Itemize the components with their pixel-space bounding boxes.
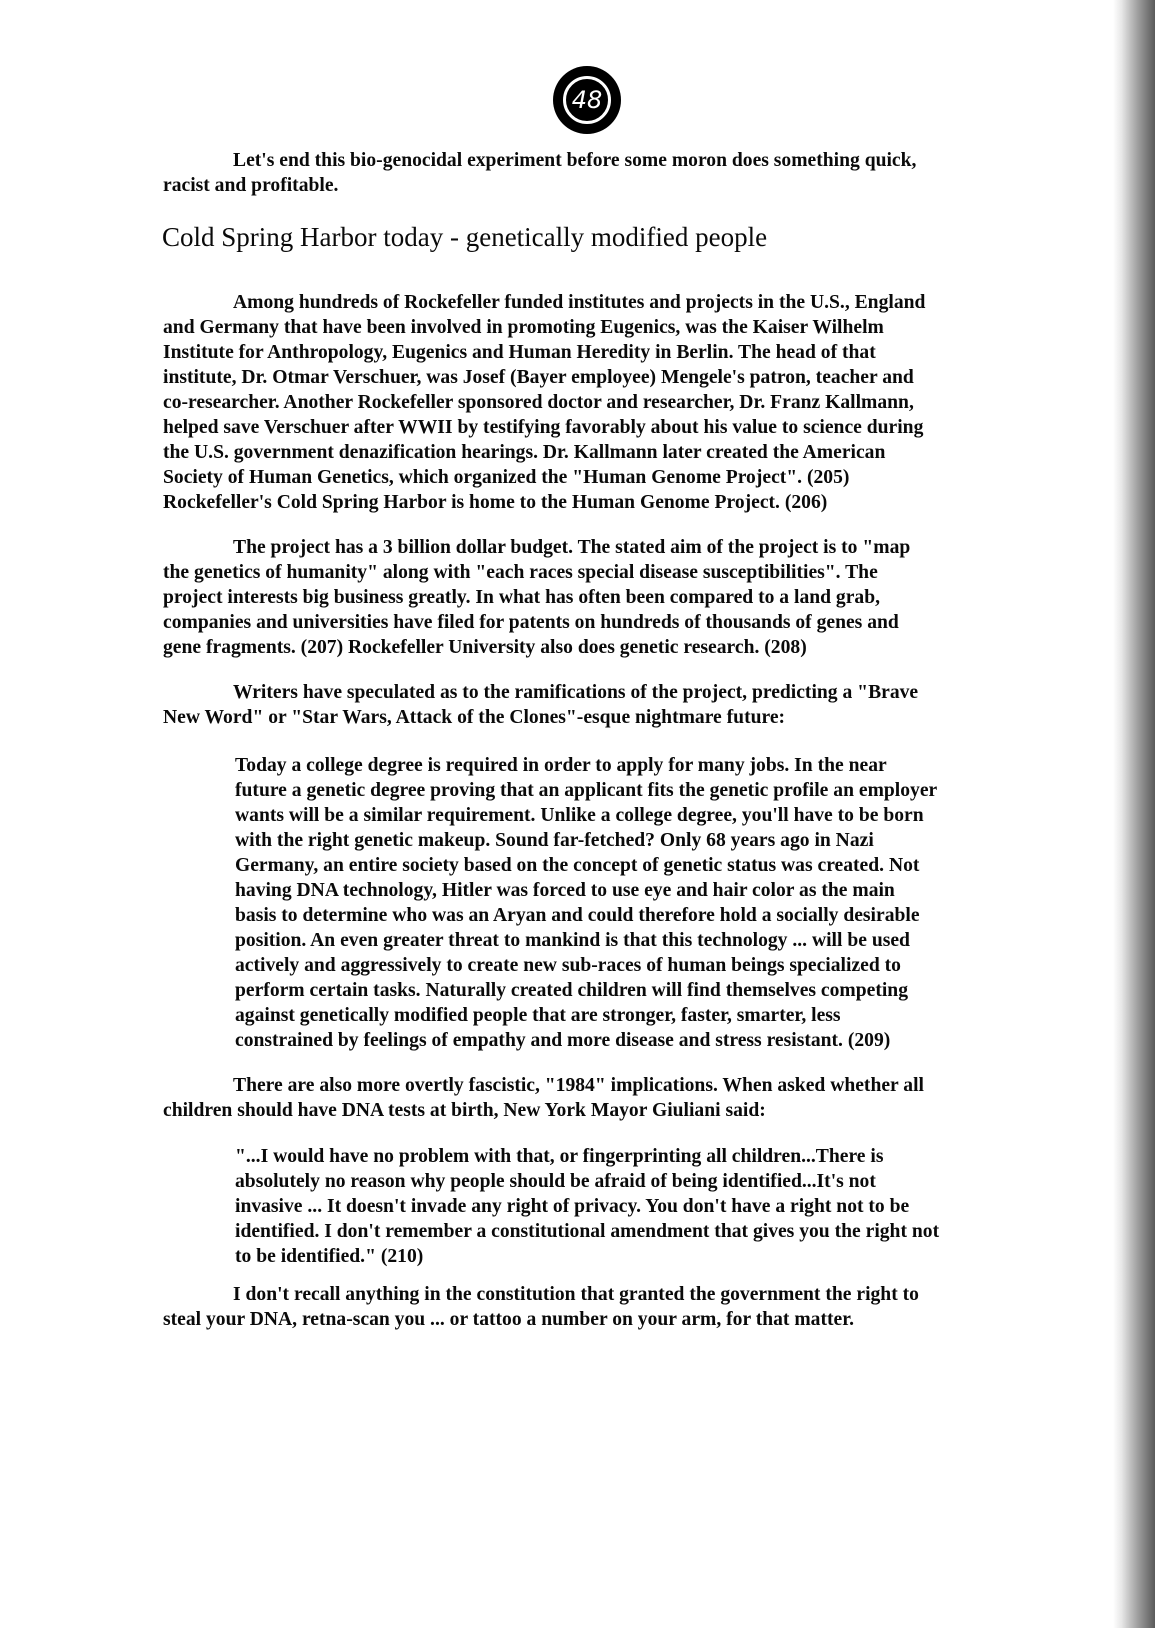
- block-quote-genetic-degree: [235, 753, 1035, 1053]
- text-line: Writers have speculated as to the ramifications of the project, predicting a "Brave: [233, 682, 919, 703]
- text-line: gene fragments. (207) Rockefeller University also does genetic research. (208): [163, 637, 807, 658]
- intro-paragraph: [163, 148, 1025, 198]
- text-line: position. An even greater threat to mankind is that this technology ... will be used: [235, 930, 910, 951]
- text-line: with the right genetic makeup. Sound far-fetched? Only 68 years ago in Nazi: [235, 830, 874, 851]
- text-line: future a genetic degree proving that an applicant fits the genetic profile an employer: [235, 780, 938, 801]
- text-line: co-researcher. Another Rockefeller sponsored doctor and researcher, Dr. Franz Kallmann,: [163, 392, 914, 413]
- text-line: New Word" or "Star Wars, Attack of the Clones"-esque nightmare future:: [163, 707, 786, 728]
- text-line: Institute for Anthropology, Eugenics and Human Heredity in Berlin. The head of that: [163, 342, 876, 363]
- page-number-badge: [553, 66, 621, 134]
- text-line: Germany, an entire society based on the concept of genetic status was created. Not: [235, 855, 920, 876]
- text-line: actively and aggressively to create new sub-races of human beings specialized to: [235, 955, 901, 976]
- text-line: "...I would have no problem with that, or fingerprinting all children...There is: [235, 1146, 884, 1167]
- text-line: racist and profitable.: [163, 175, 339, 196]
- text-line: having DNA technology, Hitler was forced to use eye and hair color as the main: [235, 880, 895, 901]
- page-number: 48: [563, 76, 611, 124]
- text-line: wants will be a similar requirement. Unlike a college degree, you'll have to be born: [235, 805, 924, 826]
- page-edge-shadow: [1113, 0, 1155, 1628]
- text-line: Society of Human Genetics, which organized the "Human Genome Project". (205): [163, 467, 850, 488]
- block-quote-giuliani: [235, 1144, 1035, 1269]
- text-line: identified. I don't remember a constitutional amendment that gives you the right not: [235, 1221, 940, 1242]
- text-line: the U.S. government denazification hearings. Dr. Kallmann later created the American: [163, 442, 886, 463]
- text-line: Let's end this bio-genocidal experiment before some moron does something quick,: [233, 150, 917, 171]
- paragraph-rockefeller-institutes: [163, 290, 1025, 515]
- text-line: Rockefeller's Cold Spring Harbor is home to the Human Genome Project. (206): [163, 492, 828, 513]
- text-line: Today a college degree is required in order to apply for many jobs. In the near: [235, 755, 887, 776]
- text-line: the genetics of humanity" along with "each races special disease susceptibilities". The: [163, 562, 878, 583]
- text-line: invasive ... It doesn't invade any right of privacy. You don't have a right not to be: [235, 1196, 910, 1217]
- text-line: The project has a 3 billion dollar budget. The stated aim of the project is to "map: [233, 537, 911, 558]
- text-line: project interests big business greatly. In what has often been compared to a land grab,: [163, 587, 881, 608]
- paragraph-1984-implications: [163, 1073, 1025, 1123]
- text-line: Among hundreds of Rockefeller funded institutes and projects in the U.S., England: [233, 292, 926, 313]
- paragraph-project-budget: [163, 535, 1025, 660]
- text-line: constrained by feelings of empathy and more disease and stress resistant. (209): [235, 1030, 891, 1051]
- text-line: There are also more overtly fascistic, "1984" implications. When asked whether all: [233, 1075, 924, 1096]
- text-line: against genetically modified people that are stronger, faster, smarter, less: [235, 1005, 841, 1026]
- text-line: perform certain tasks. Naturally created children will find themselves competing: [235, 980, 908, 1001]
- text-line: steal your DNA, retna-scan you ... or tattoo a number on your arm, for that matter.: [163, 1309, 854, 1330]
- text-line: children should have DNA tests at birth, New York Mayor Giuliani said:: [163, 1100, 766, 1121]
- section-heading: Cold Spring Harbor today - genetically modified people: [162, 222, 768, 252]
- text-line: basis to determine who was an Aryan and could therefore hold a socially desirable: [235, 905, 920, 926]
- text-line: and Germany that have been involved in promoting Eugenics, was the Kaiser Wilhelm: [163, 317, 884, 338]
- text-line: I don't recall anything in the constitution that granted the government the right to: [233, 1284, 919, 1305]
- text-line: absolutely no reason why people should be afraid of being identified...It's not: [235, 1171, 876, 1192]
- text-line: companies and universities have filed for patents on hundreds of thousands of genes and: [163, 612, 899, 633]
- text-line: institute, Dr. Otmar Verschuer, was Josef (Bayer employee) Mengele's patron, teacher and: [163, 367, 914, 388]
- text-line: to be identified." (210): [235, 1246, 424, 1267]
- paragraph-speculation: [163, 680, 1025, 730]
- paragraph-closing: [163, 1282, 1025, 1332]
- text-line: helped save Verschuer after WWII by testifying favorably about his value to science during: [163, 417, 924, 438]
